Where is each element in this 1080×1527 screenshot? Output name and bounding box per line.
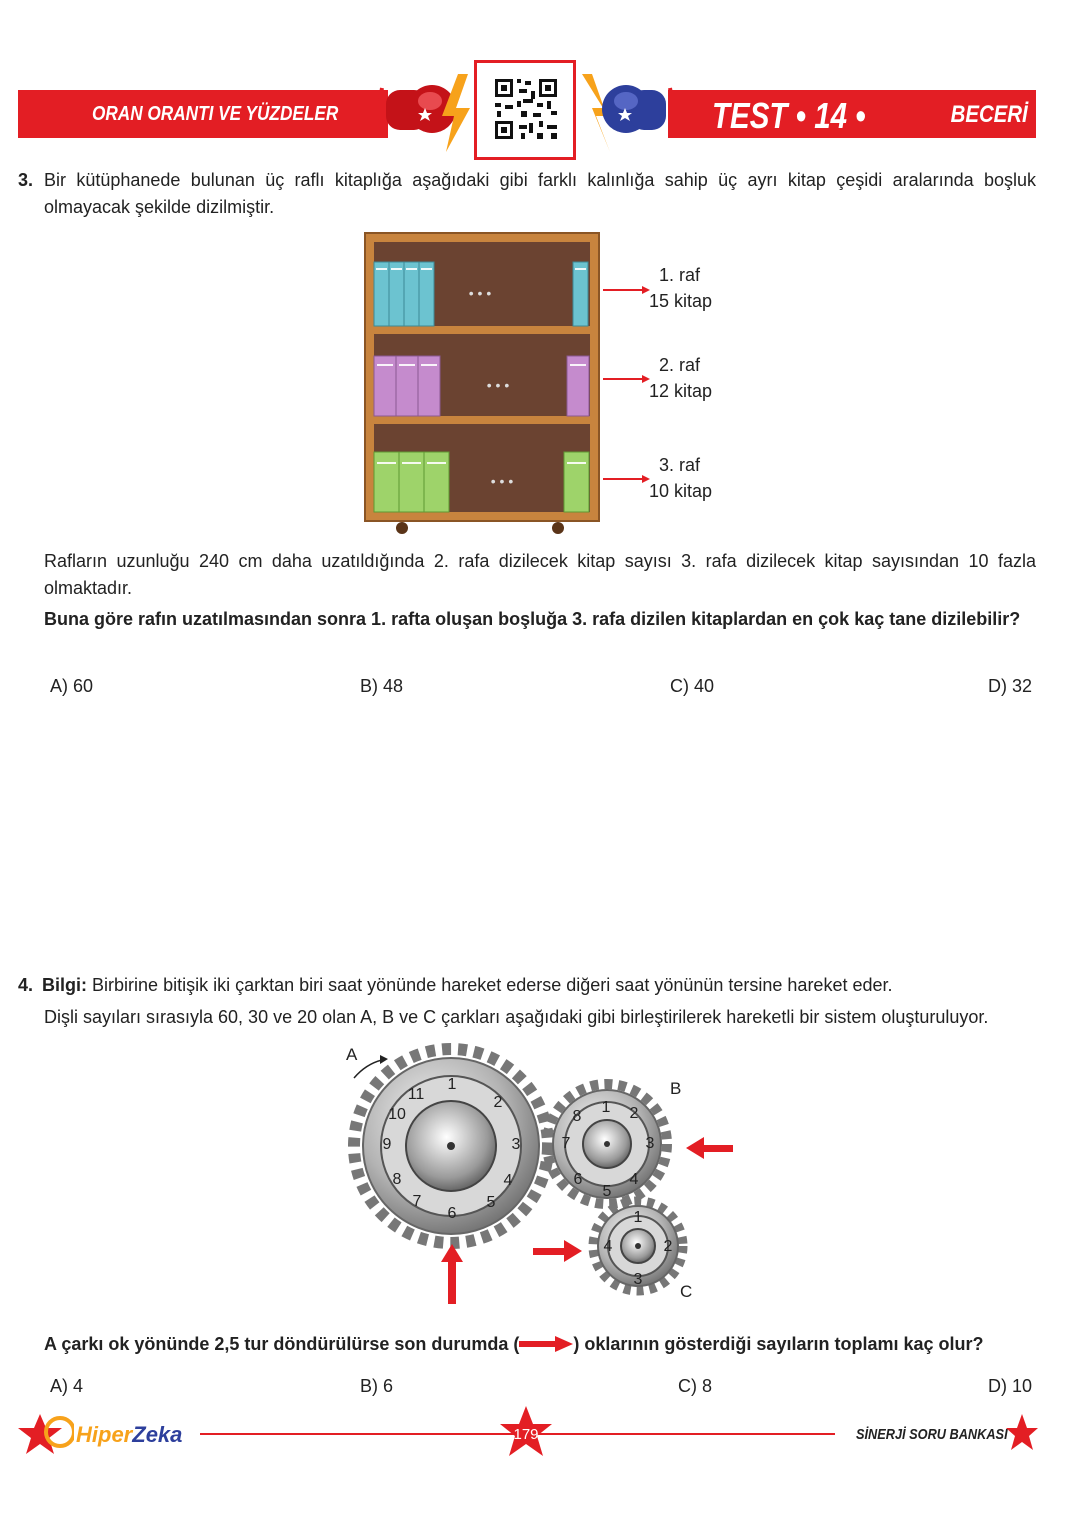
shelf-3-label: [649, 452, 712, 504]
q3-intro-text: Bir kütüphanede bulunan üç raflı kitaplığa aşağıdaki gibi farklı kalınlığa sahip üç ayrı kitap çeşidi aralarında boşluk olmayacak şekilde dizilmiştir.: [44, 170, 1036, 217]
gear-a-num-10: 10: [388, 1106, 406, 1123]
q3-body: Rafların uzunluğu 240 cm daha uzatıldığında 2. rafa dizilecek kitap sayısı 3. rafa dizilecek kitap sayısından 10 fazla olmaktadır.: [44, 551, 1036, 598]
q4-option-d[interactable]: D) 10: [988, 1376, 1033, 1396]
qr-code-icon: [477, 63, 573, 157]
gear-b-num-6: 6: [573, 1171, 583, 1188]
q4-option-b[interactable]: B) 6: [360, 1376, 394, 1396]
brand-part1: Hiper: [76, 1422, 133, 1447]
footer-star-icon: [1004, 1412, 1040, 1458]
gear-system-figure: [330, 1040, 750, 1310]
gear-a-num-9: 9: [382, 1136, 392, 1153]
test-number: 14: [814, 95, 848, 136]
topic-title: ORAN ORANTI VE YÜZDELER: [92, 103, 339, 125]
q4-info-label: Bilgi:: [42, 975, 88, 995]
gear-a-num-4: 4: [503, 1172, 513, 1189]
gear-b-num-3: 3: [645, 1135, 655, 1152]
gear-a-num-8: 8: [392, 1171, 402, 1188]
q3-number: 3.: [18, 170, 34, 190]
q4-info: [18, 972, 1058, 999]
gear-c-num-1: 1: [633, 1209, 643, 1226]
blue-boxing-glove-icon: [570, 64, 680, 154]
shelf-2-label: [649, 352, 712, 404]
shelf-2-raf: 2. raf: [659, 355, 701, 375]
shelf-2-dots: • • •: [486, 377, 510, 393]
q4-number: 4.: [18, 975, 34, 995]
gear-c-num-3: 3: [633, 1271, 643, 1288]
shelf-1-label: [649, 262, 712, 314]
qr-code[interactable]: [474, 60, 576, 160]
q3-option-d[interactable]: D) 32: [988, 676, 1033, 696]
gear-a-num-3: 3: [511, 1136, 521, 1153]
shelf-1-dots: • • •: [468, 285, 492, 301]
skill-label: BECERİ: [950, 101, 1028, 128]
gear-a-label: A: [346, 1045, 358, 1064]
header-topic-banner: [18, 90, 388, 138]
gear-b-num-4: 4: [629, 1171, 639, 1188]
gear-b-num-7: 7: [561, 1135, 571, 1152]
q4-option-c[interactable]: C) 8: [678, 1376, 713, 1396]
shelf-3-dots: • • •: [490, 473, 514, 489]
q4-question-part1: A çarkı ok yönünde 2,5 tur döndürülürse son durumda (: [44, 1334, 520, 1354]
gear-b-num-1: 1: [601, 1099, 611, 1116]
gear-a-num-6: 6: [447, 1205, 457, 1222]
test-title: TEST • 14 •: [712, 95, 866, 136]
test-label: TEST: [712, 95, 788, 136]
gear-a-num-2: 2: [493, 1094, 503, 1111]
q4-option-a[interactable]: A) 4: [50, 1376, 84, 1396]
shelf-1-kitap: 15 kitap: [649, 291, 713, 311]
gear-b-num-5: 5: [602, 1183, 612, 1200]
q3-option-b[interactable]: B) 48: [360, 676, 404, 696]
header-test-banner: [668, 90, 1036, 138]
shelf-3-kitap: 10 kitap: [649, 481, 713, 501]
series-title: SİNERJİ SORU BANKASI: [856, 1426, 1008, 1443]
red-arrow-icon: [519, 1336, 573, 1352]
gear-b-label: B: [670, 1079, 682, 1098]
gear-a-num-11: 11: [407, 1086, 425, 1103]
gear-b-num-2: 2: [629, 1105, 639, 1122]
q4-body: Dişli sayıları sırasıyla 60, 30 ve 20 olan A, B ve C çarkları aşağıdaki gibi birleştirilerek hareketli bir sistem oluşturuluyor.: [44, 1007, 989, 1027]
gear-b-num-8: 8: [572, 1108, 582, 1125]
gear-c-num-4: 4: [603, 1238, 613, 1255]
page-number: 179: [513, 1426, 539, 1443]
shelf-3-raf: 3. raf: [659, 455, 701, 475]
gear-a-num-1: 1: [447, 1076, 457, 1093]
q3-question: Buna göre rafın uzatılmasından sonra 1. rafta oluşan boşluğa 3. rafa dizilen kitaplardan en çok kaç tane dizilebilir?: [44, 609, 1021, 629]
q4-question: [44, 1331, 1044, 1358]
shelf-2-kitap: 12 kitap: [649, 381, 713, 401]
gear-a-num-5: 5: [486, 1194, 496, 1211]
gear-c-num-2: 2: [663, 1238, 673, 1255]
q4-question-part2: ) oklarının gösterdiği sayıların toplamı kaç olur?: [573, 1334, 984, 1354]
brand-logo: [76, 1422, 182, 1448]
shelf-1-raf: 1. raf: [659, 265, 701, 285]
rotation-arrow-icon: [354, 1060, 382, 1078]
gear-c-label: C: [680, 1282, 693, 1301]
q4-info-text: Birbirine bitişik iki çarktan biri saat yönünde hareket ederse diğeri saat yönünün tersine hareket eder.: [92, 975, 893, 995]
q3-intro: [18, 167, 1036, 221]
gear-a-num-7: 7: [412, 1193, 422, 1210]
q3-option-a[interactable]: A) 60: [50, 676, 94, 696]
red-boxing-glove-icon: [370, 64, 480, 154]
brand-star-logo-icon: [14, 1410, 74, 1460]
brand-part2: Zeka: [132, 1422, 183, 1447]
q3-option-c[interactable]: C) 40: [670, 676, 715, 696]
